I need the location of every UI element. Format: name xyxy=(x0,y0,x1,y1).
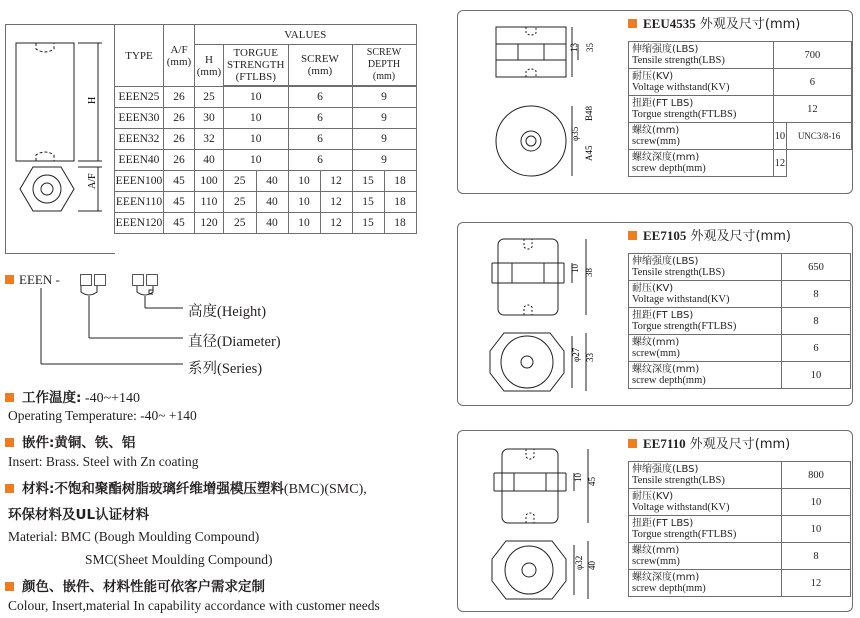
row-h: 25 xyxy=(195,87,224,108)
model-code-prefix: EEEN - xyxy=(19,272,60,287)
table-row xyxy=(115,108,417,129)
row-depth-1: 15 xyxy=(352,192,384,213)
table-row xyxy=(115,87,417,108)
row-type: EEEN40 xyxy=(115,150,164,171)
row-type: EEEN25 xyxy=(115,87,164,108)
bullet-square xyxy=(628,231,637,240)
row-torgue: 10 xyxy=(224,129,289,150)
spec-value-thread: UNC3/8-16 xyxy=(787,123,852,150)
bullet-square xyxy=(628,19,637,28)
dim-label: φ35 xyxy=(570,126,580,141)
panel-title-suffix: 外观及尺寸(mm) xyxy=(686,229,791,244)
panel-title xyxy=(628,13,800,32)
material-cn2: 环保材料及UL认证材料 xyxy=(8,507,150,523)
spec-label-cn: 螺纹(mm) xyxy=(632,545,680,556)
ee7110-drawing xyxy=(468,437,618,607)
spec-row-tensile xyxy=(629,462,851,489)
spec-row-depth xyxy=(629,362,851,389)
code-leader-lines xyxy=(35,284,185,374)
dim-label: φ32 xyxy=(574,555,584,570)
col-depth-header: SCREW DEPTH (mm) xyxy=(352,45,416,86)
row-af: 45 xyxy=(164,213,195,234)
color-bullet xyxy=(5,575,265,596)
panel-ee7105 xyxy=(457,222,853,406)
spec-label-cn: 螺纹深度(mm) xyxy=(632,364,700,375)
bullet-square xyxy=(5,438,14,447)
spec-label-cn: 螺纹深度(mm) xyxy=(632,572,700,583)
spec-row-torgue xyxy=(629,516,851,543)
bullet-square xyxy=(5,275,14,284)
spec-label-en: Tensile strength(LBS) xyxy=(632,55,725,66)
spec-row-screw xyxy=(629,543,851,570)
row-depth: 9 xyxy=(352,108,416,129)
spec-row-tensile xyxy=(629,254,851,281)
spec-row-voltage xyxy=(629,69,852,96)
row-screw-1: 10 xyxy=(288,192,320,213)
spec-label-en: Voltage withstand(KV) xyxy=(632,502,730,513)
dim-af-label: A/F xyxy=(87,173,98,189)
spec-label-cn: 耐压(KV) xyxy=(632,71,674,82)
row-torgue-1: 25 xyxy=(224,213,257,234)
row-screw-2: 12 xyxy=(320,192,352,213)
spec-row-screw xyxy=(629,335,851,362)
row-screw-2: 12 xyxy=(320,213,352,234)
table-row xyxy=(115,192,417,213)
spec-label-en: Tensile strength(LBS) xyxy=(632,267,725,278)
panel-spec-table xyxy=(628,461,851,597)
col-af-header: A/F (mm) xyxy=(164,25,195,87)
bullet-square xyxy=(628,439,637,448)
panel-title xyxy=(628,225,791,244)
spec-value: 650 xyxy=(782,254,851,281)
dim-h-label: H xyxy=(87,96,98,104)
spec-value: 10 xyxy=(773,123,787,150)
spec-value: 10 xyxy=(782,516,851,543)
table-row xyxy=(115,150,417,171)
dim-label: φ27 xyxy=(571,347,581,362)
spec-label-en: Torgue strength(FTLBS) xyxy=(632,529,737,540)
insert-cn: 嵌件:黄铜、铁、铝 xyxy=(22,435,136,451)
spec-row-depth xyxy=(629,570,851,597)
table-row xyxy=(115,129,417,150)
panel-title xyxy=(628,433,790,452)
row-type: EEEN100 xyxy=(115,171,164,192)
bullet-square xyxy=(5,582,14,591)
dim-label: B48 xyxy=(584,105,594,121)
row-screw: 6 xyxy=(288,108,352,129)
ee7105-drawing xyxy=(468,229,618,401)
spec-row-tensile xyxy=(629,42,852,69)
temp-cn: 工作温度: xyxy=(22,390,82,406)
row-af: 26 xyxy=(164,150,195,171)
insert-bullet xyxy=(5,431,135,452)
spec-row-depth xyxy=(629,150,852,177)
standoff-drawing-svg xyxy=(6,25,116,255)
material-bullet xyxy=(5,477,367,498)
row-depth-1: 15 xyxy=(352,213,384,234)
row-af: 26 xyxy=(164,108,195,129)
spec-label-cn: 耐压(KV) xyxy=(632,283,674,294)
spec-value: 12 xyxy=(773,150,787,177)
spec-label-cn: 扭距(FT LBS) xyxy=(632,518,694,529)
spec-value: 10 xyxy=(782,489,851,516)
spec-label-cn: 螺纹深度(mm) xyxy=(632,152,700,163)
row-screw-2: 12 xyxy=(320,171,352,192)
row-torgue: 10 xyxy=(224,150,289,171)
spec-table xyxy=(114,24,417,234)
dim-label: 40 xyxy=(587,561,597,570)
spec-label-cn: 伸缩强度(LBS) xyxy=(632,256,699,267)
row-h: 30 xyxy=(195,108,224,129)
row-screw-1: 10 xyxy=(288,213,320,234)
dim-label: 35 xyxy=(585,43,595,52)
spec-value: 800 xyxy=(782,462,851,489)
row-screw: 6 xyxy=(288,150,352,171)
row-type: EEEN30 xyxy=(115,108,164,129)
spec-row-torgue xyxy=(629,308,851,335)
spec-label-en: Torgue strength(FTLBS) xyxy=(632,109,737,120)
row-af: 26 xyxy=(164,87,195,108)
spec-label-en: screw(mm) xyxy=(632,136,680,147)
eeu4535-drawing xyxy=(468,17,618,189)
spec-label-en: Torgue strength(FTLBS) xyxy=(632,321,737,332)
temp-range: -40~+140 xyxy=(84,391,141,406)
row-h: 32 xyxy=(195,129,224,150)
row-h: 110 xyxy=(195,192,224,213)
panel-title-suffix: 外观及尺寸(mm) xyxy=(685,437,791,452)
code-series-label: 系列(Series) xyxy=(188,361,263,377)
spec-value: 12 xyxy=(782,570,851,597)
dim-label: 38 xyxy=(584,268,594,277)
dim-label: 45 xyxy=(587,477,597,486)
spec-label-en: screw depth(mm) xyxy=(632,375,706,386)
spec-label-en: Tensile strength(LBS) xyxy=(632,475,725,486)
row-torgue: 10 xyxy=(224,87,289,108)
spec-row-screw xyxy=(629,123,852,150)
row-depth: 9 xyxy=(352,150,416,171)
spec-label-en: Voltage withstand(KV) xyxy=(632,294,730,305)
material-en1: Material: BMC (Bough Moulding Compound) xyxy=(8,529,260,544)
row-screw: 6 xyxy=(288,129,352,150)
row-torgue-2: 40 xyxy=(256,213,288,234)
bullet-square xyxy=(5,484,14,493)
spec-label-en: screw depth(mm) xyxy=(632,583,706,594)
spec-label-en: screw depth(mm) xyxy=(632,163,706,174)
col-type-header: TYPE xyxy=(115,25,164,87)
spec-value: 12 xyxy=(773,96,851,123)
row-torgue-1: 25 xyxy=(224,192,257,213)
spec-row-torgue xyxy=(629,96,852,123)
values-header: VALUES xyxy=(195,25,417,45)
row-torgue-1: 25 xyxy=(224,171,257,192)
row-screw-1: 10 xyxy=(288,171,320,192)
row-torgue: 10 xyxy=(224,108,289,129)
material-en2: SMC(Sheet Moulding Compound) xyxy=(85,552,273,567)
dim-label: 33 xyxy=(585,353,595,362)
row-af: 45 xyxy=(164,192,195,213)
row-type: EEEN110 xyxy=(115,192,164,213)
spec-label-cn: 扭距(FT LBS) xyxy=(632,310,694,321)
spec-value: 6 xyxy=(782,335,851,362)
spec-value: 8 xyxy=(782,308,851,335)
row-depth-1: 15 xyxy=(352,171,384,192)
row-type: EEEN120 xyxy=(115,213,164,234)
row-screw: 6 xyxy=(288,87,352,108)
spec-label-cn: 伸缩强度(LBS) xyxy=(632,464,699,475)
row-depth-2: 18 xyxy=(384,171,416,192)
row-depth: 9 xyxy=(352,129,416,150)
color-cn: 颜色、嵌件、材料性能可依客户需求定制 xyxy=(22,579,265,595)
table-row xyxy=(115,213,417,234)
spec-label-en: screw(mm) xyxy=(632,556,680,567)
spec-label-en: screw(mm) xyxy=(632,348,680,359)
panel-ee7110 xyxy=(457,430,853,612)
row-depth: 9 xyxy=(352,87,416,108)
material-cn-tail: (BMC)(SMC), xyxy=(283,482,367,497)
dim-label: 10 xyxy=(570,264,580,273)
temp-en: Operating Temperature: -40~ +140 xyxy=(8,408,197,423)
dim-label: 10 xyxy=(573,473,583,482)
spec-value: 8 xyxy=(782,543,851,570)
spec-value: 700 xyxy=(773,42,851,69)
spec-label-cn: 螺纹(mm) xyxy=(632,125,680,136)
row-af: 26 xyxy=(164,129,195,150)
spec-label-cn: 螺纹(mm) xyxy=(632,337,680,348)
code-height-label: 高度(Height) xyxy=(188,304,267,320)
insert-en: Insert: Brass. Steel with Zn coating xyxy=(8,454,199,469)
color-en: Colour, Insert,material In capability accordance with customer needs xyxy=(8,598,380,613)
spec-label-cn: 伸缩强度(LBS) xyxy=(632,44,699,55)
panel-model: EE7110 xyxy=(643,436,686,451)
row-type: EEEN32 xyxy=(115,129,164,150)
col-screw-header: SCREW (mm) xyxy=(288,45,352,86)
code-diameter-label: 直径(Diameter) xyxy=(188,334,281,350)
spec-row-voltage xyxy=(629,489,851,516)
spec-label-en: Voltage withstand(KV) xyxy=(632,82,730,93)
material-cn: 材料:不饱和聚酯树脂玻璃纤维增强模压塑料 xyxy=(22,481,284,497)
row-h: 100 xyxy=(195,171,224,192)
row-depth-2: 18 xyxy=(384,213,416,234)
row-h: 40 xyxy=(195,150,224,171)
panel-model: EEU4535 xyxy=(643,16,696,31)
dim-label: 13 xyxy=(569,43,579,52)
col-h-header: H (mm) xyxy=(195,45,224,87)
row-torgue-2: 40 xyxy=(256,171,288,192)
bullet-square xyxy=(5,393,14,402)
standoff-drawing xyxy=(5,24,115,254)
row-depth-2: 18 xyxy=(384,192,416,213)
dim-label: A45 xyxy=(584,145,594,161)
panel-spec-table xyxy=(628,253,851,389)
spec-label-cn: 扭距(FT LBS) xyxy=(632,98,694,109)
spec-row-voltage xyxy=(629,281,851,308)
spec-value: 8 xyxy=(782,281,851,308)
row-h: 120 xyxy=(195,213,224,234)
row-torgue-2: 40 xyxy=(256,192,288,213)
spec-value: 10 xyxy=(782,362,851,389)
panel-title-suffix: 外观及尺寸(mm) xyxy=(695,17,801,32)
spec-value: 6 xyxy=(773,69,851,96)
panel-eeu4535 xyxy=(457,10,853,194)
row-af: 45 xyxy=(164,171,195,192)
temp-bullet xyxy=(5,386,140,407)
table-row xyxy=(115,171,417,192)
panel-model: EE7105 xyxy=(643,228,687,243)
col-torgue-header: TORGUE STRENGTH (FTLBS) xyxy=(224,45,289,86)
spec-label-cn: 耐压(KV) xyxy=(632,491,674,502)
panel-spec-table xyxy=(628,41,852,177)
